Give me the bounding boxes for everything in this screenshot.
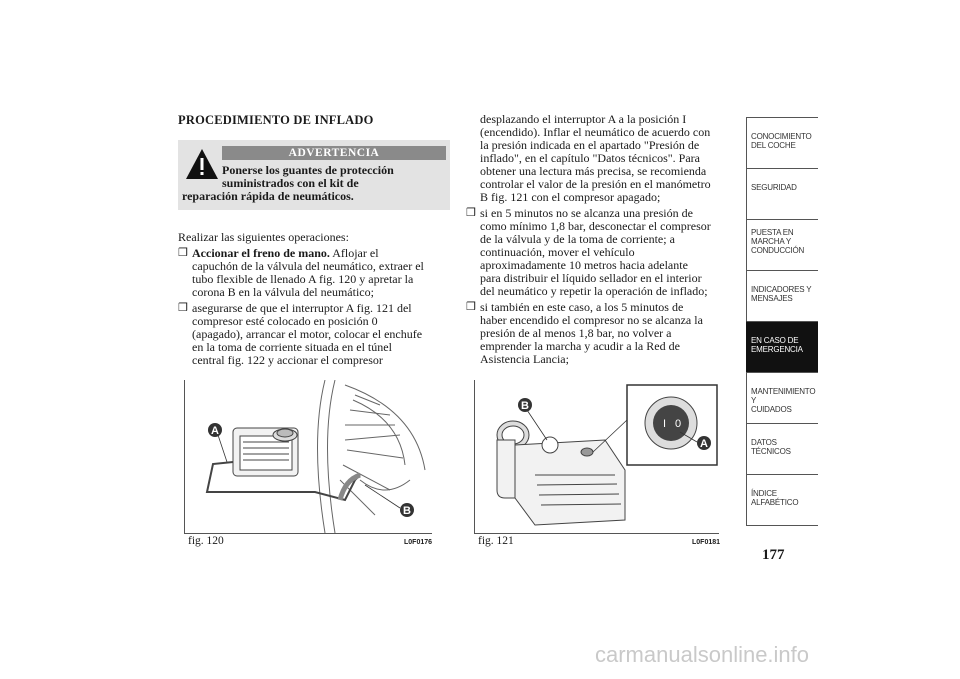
page-number: 177 [762,547,785,563]
item-line: en la toma de corriente situada en el túnel [192,340,392,354]
text-line: la presión indicada en el apartado "Presión de [480,138,700,152]
tab-label: DEL COCHE [751,141,796,150]
tab-label: CONDUCCIÓN [751,246,805,255]
tab-label: ÍNDICE [751,489,777,498]
item-line: capuchón de la válvula del neumático, extraer el [192,259,424,273]
bullet-icon: ❒ [178,302,188,314]
tab-label: SEGURIDAD [751,183,797,192]
item-line: asegurarse de que el interruptor A fig. 121 del [192,301,412,315]
tab-label: MARCHA Y [751,237,792,246]
item-line: tubo flexible de llenado A fig. 120 y apretar la [192,272,414,286]
tab-label: PUESTA EN [751,228,794,237]
tab-label: MANTENIMIENTO Y [751,387,816,405]
item-line: Asistencia Lancia; [480,352,569,366]
item-line: de la válvula y de la toma de corriente; a [480,232,675,246]
list-item [178,247,458,299]
warning-line-2: suministrados con el kit de [222,176,359,190]
figure-120 [184,380,432,534]
intro-text: Realizar las siguientes operaciones: [178,230,349,244]
item-line: haber encendido el compresor no se alcanza la [480,313,703,327]
tab-label: INDICADORES Y [751,285,812,294]
tab-label: EN CASO DE [751,336,799,345]
tab-en-caso-de-emergencia[interactable] [746,321,818,372]
tab-indicadores-y-mensajes[interactable] [746,270,818,321]
item-line: compresor esté colocado en posición 0 [192,314,378,328]
warning-box [178,140,450,210]
tab-label: ALFABÉTICO [751,498,799,507]
tab-puesta-en-marcha[interactable] [746,219,818,270]
tab-label: EMERGENCIA [751,345,803,354]
callout-b-label: B [521,400,529,412]
tab-indice-alfabetico[interactable] [746,474,818,526]
tab-conocimiento-del-coche[interactable] [746,117,818,168]
item-line: si en 5 minutos no se alcanza una presión de [480,206,693,220]
list-item [178,302,458,367]
figure-121-caption: fig. 121 [478,535,514,547]
tab-mantenimiento-y-cuidados[interactable] [746,372,818,423]
tab-label: CONOCIMIENTO [751,132,812,141]
text-line: desplazando el interruptor A a la posición I [480,112,687,126]
callout-b-label: B [403,505,411,517]
tab-seguridad[interactable] [746,168,818,219]
bullet-icon: ❒ [466,207,476,219]
figure-120-code: L0F0176 [404,539,433,546]
switch-on-label: I [663,418,667,430]
switch-off-label: 0 [675,418,682,430]
item-line: (apagado), arrancar el motor, colocar el enchufe [192,327,423,341]
callout-a-label: A [211,425,219,437]
warning-line-1: Ponerse los guantes de protección [222,163,394,177]
left-column [178,231,458,370]
text-line: (encendido). Inflar el neumático de acuerdo con [480,125,711,139]
continuation-paragraph [466,113,741,204]
text-line: inflado", en el capítulo "Datos técnicos". Para [480,151,700,165]
compressor-switch-illustration [475,380,719,533]
warning-heading: ADVERTENCIA [222,146,446,160]
tab-label: CUIDADOS [751,405,792,414]
item-line: del neumático y repetir la operación de inflado; [480,284,708,298]
compressor-hose-illustration [185,380,432,533]
list-item [466,301,741,366]
warning-line-3: reparación rápida de neumáticos. [182,189,354,203]
tab-label: DATOS TÉCNICOS [751,438,791,456]
text-line: obtener una lectura más precisa, se recomienda [480,164,707,178]
text-line: controlar el valor de la presión en el manómetro [480,177,711,191]
figure-121-code: L0F0181 [692,539,721,546]
item-line: si también en este caso, a los 5 minutos de [480,300,684,314]
item-line: corona B en la válvula del neumático; [192,285,374,299]
item-line: como mínimo 1,8 bar, desconectar el compresor [480,219,711,233]
text-line: B fig. 121 con el compresor apagado; [480,190,661,204]
item-line: central fig. 122 y accionar el compresor [192,353,383,367]
figure-121 [474,380,719,534]
item-line: Aflojar el [332,246,379,260]
chapter-tabs [746,117,818,526]
item-line: para distribuir el líquido sellador en el interior [480,271,702,285]
item-line: continuación, mover el vehículo [480,245,635,259]
tab-label: MENSAJES [751,294,793,303]
item-line: presión de al menos 1,8 bar, no volver a [480,326,672,340]
item-bold-lead: Accionar el freno de mano. [192,246,330,260]
figure-120-caption: fig. 120 [188,535,224,547]
bullet-icon: ❒ [466,301,476,313]
item-line: aproximadamente 10 metros hacia adelante [480,258,688,272]
tab-datos-tecnicos[interactable] [746,423,818,474]
callout-a-label: A [700,438,708,450]
list-item [466,207,741,298]
watermark: carmanualsonline.info [595,642,810,667]
warning-text [182,164,444,203]
right-column [466,113,741,369]
section-title: PROCEDIMIENTO DE INFLADO [178,113,374,127]
bullet-icon: ❒ [178,247,188,259]
item-line: emprender la marcha y acudir a la Red de [480,339,680,353]
